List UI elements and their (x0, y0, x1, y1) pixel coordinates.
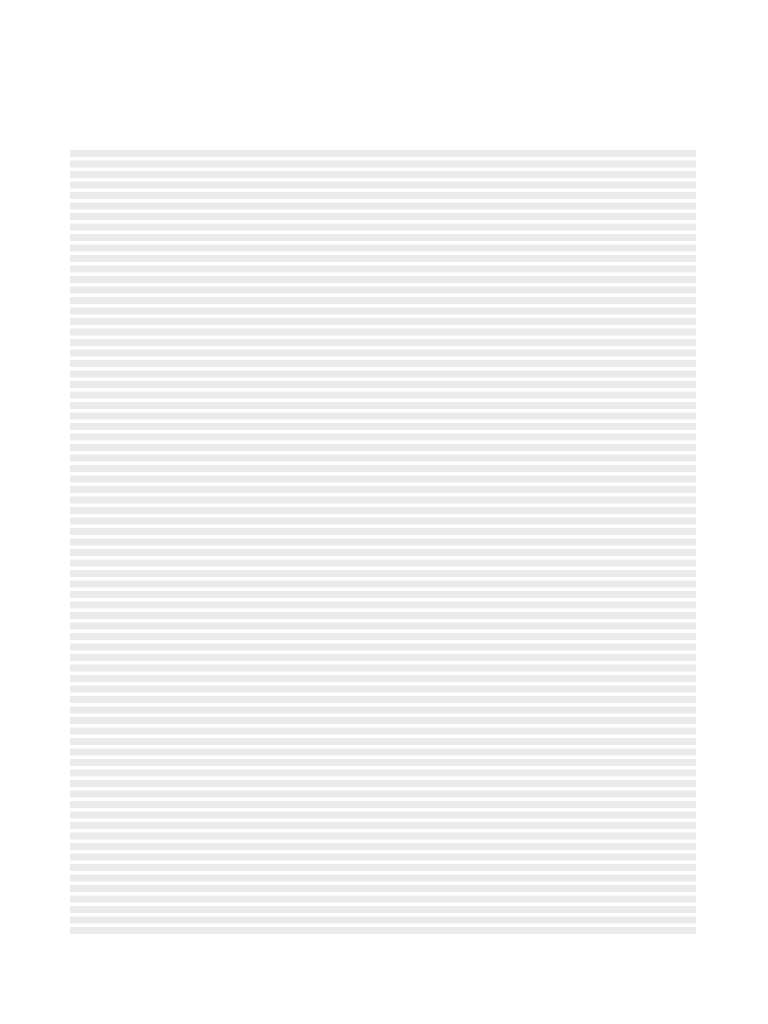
body-text-block (70, 150, 696, 936)
